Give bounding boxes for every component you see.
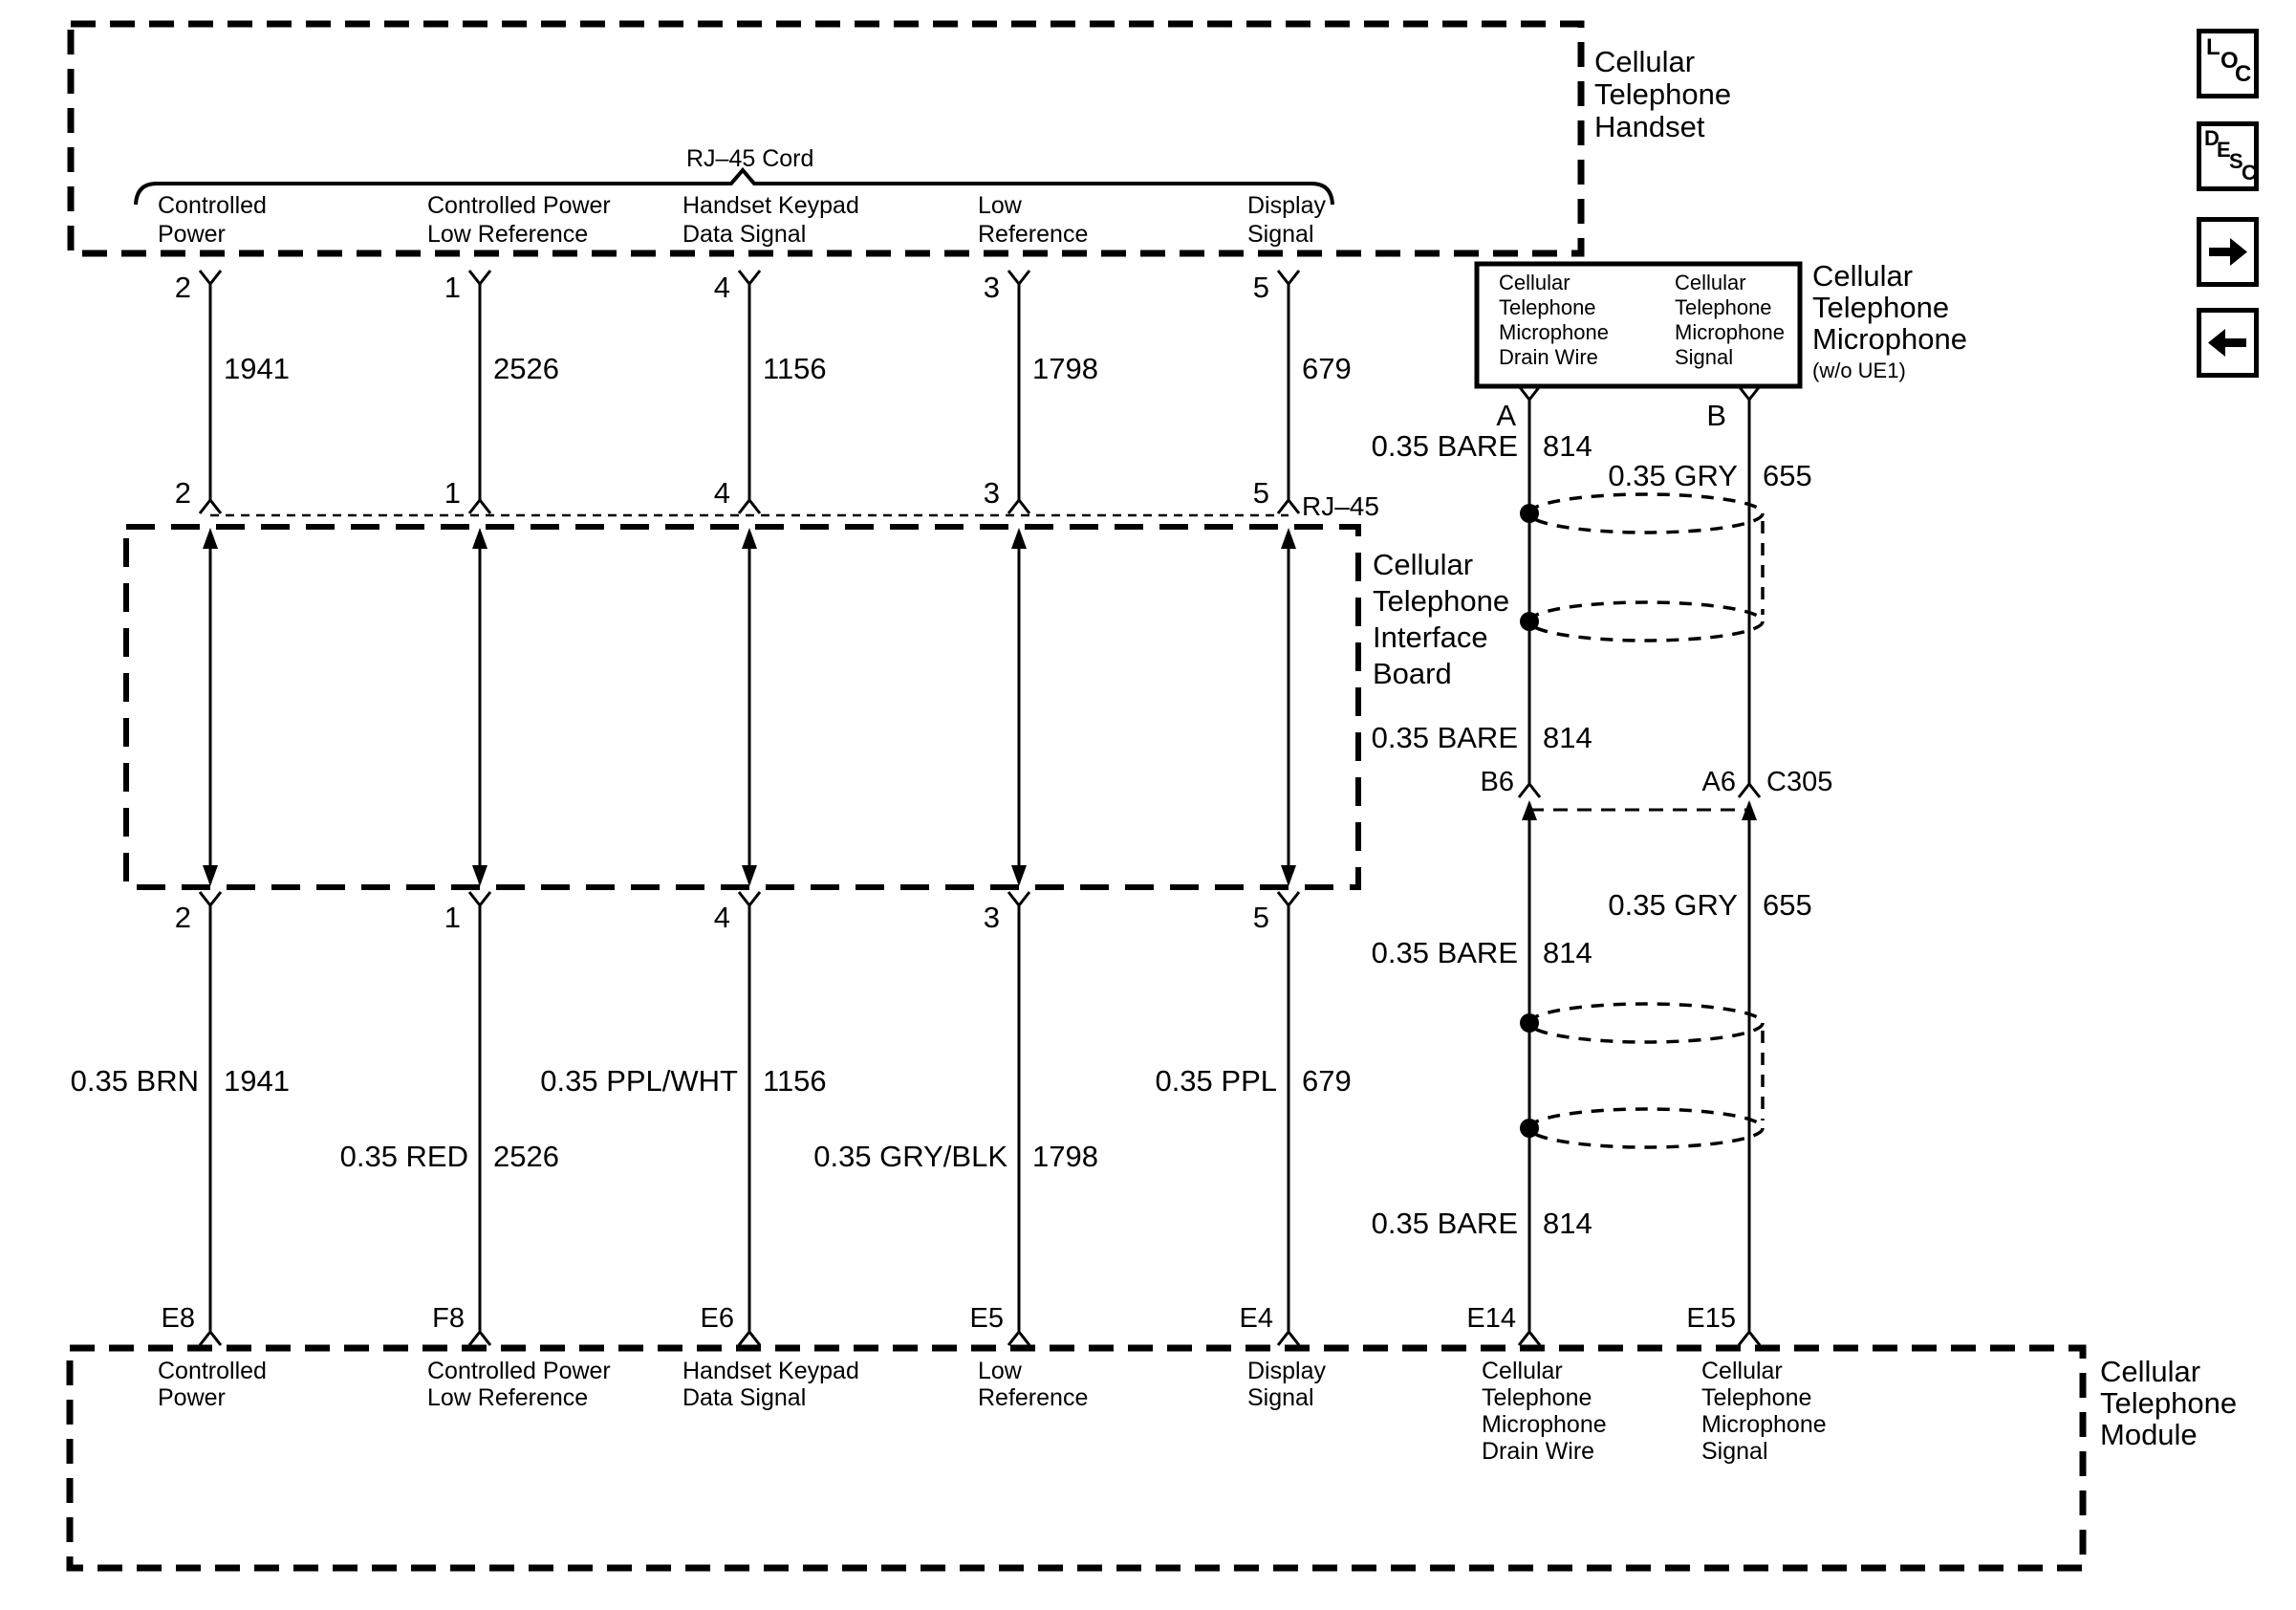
pin-number: 5	[1252, 901, 1269, 934]
rj45-cord-label: RJ–45 Cord	[686, 145, 814, 172]
handset-function-keypad-data: Handset Keypad Data Signal	[682, 192, 859, 248]
module-pin: E8	[161, 1303, 195, 1334]
wire-spec: 0.35 RED	[339, 1140, 468, 1173]
interface-board-title: Cellular Telephone Interface Board	[1373, 548, 1510, 690]
circuit-number: 814	[1543, 429, 1592, 463]
circuit-number: 679	[1302, 352, 1352, 385]
module-function-keypad-data: Handset Keypad Data Signal	[682, 1358, 859, 1411]
pin-number: 1	[444, 271, 461, 304]
desc-letter: D	[2204, 126, 2220, 150]
forward-button[interactable]	[2197, 217, 2259, 287]
circuit-number: 1798	[1032, 1140, 1098, 1173]
circuit-number: 814	[1543, 1207, 1592, 1240]
loc-letter: L	[2206, 34, 2220, 60]
pin-number: 2	[174, 476, 191, 510]
circuit-number: 655	[1763, 459, 1812, 492]
microphone-box-signal-label: Cellular Telephone Microphone Signal	[1675, 271, 1785, 369]
module-function-display-signal: Display Signal	[1247, 1358, 1326, 1411]
circuit-number: 2526	[493, 1140, 559, 1173]
loc-letter: C	[2235, 61, 2252, 87]
pin-number: 3	[983, 901, 1000, 934]
module-pin: F8	[432, 1303, 465, 1334]
pin-number: 5	[1252, 476, 1269, 510]
wire-spec: 0.35 BRN	[70, 1064, 199, 1098]
pin-number: 1	[444, 476, 461, 510]
wire-spec: 0.35 GRY/BLK	[813, 1140, 1007, 1173]
rj45-connector-label: RJ–45	[1302, 491, 1379, 521]
handset-function-controlled-power-low-ref: Controlled Power Low Reference	[427, 192, 611, 248]
pin-letter: B	[1706, 399, 1726, 432]
handset-function-controlled-power: Controlled Power	[158, 192, 267, 248]
wire-spec: 0.35 PPL	[1155, 1064, 1277, 1098]
pin-letter: A	[1496, 399, 1516, 432]
wire-spec: 0.35 BARE	[1371, 936, 1518, 969]
module-function-low-reference: Low Reference	[978, 1358, 1089, 1411]
module-pin: E4	[1239, 1303, 1273, 1334]
microphone-box-drain-label: Cellular Telephone Microphone Drain Wire	[1499, 271, 1609, 369]
pin-number: 2	[174, 271, 191, 304]
pin-number: 3	[983, 476, 1000, 510]
pin-number: 4	[713, 476, 730, 510]
wire-runs	[200, 271, 1299, 1345]
module-title: Cellular Telephone Module	[2100, 1355, 2238, 1451]
connector-name: C305	[1766, 767, 1833, 797]
loc-letter: O	[2220, 48, 2239, 74]
back-button[interactable]	[2197, 308, 2259, 378]
wire-spec: 0.35 GRY	[1608, 459, 1738, 492]
interface-board-box	[126, 527, 1358, 887]
circuit-number: 655	[1763, 888, 1812, 922]
microphone-title: Cellular Telephone Microphone (w/o UE1)	[1812, 260, 1967, 386]
circuit-number: 1156	[763, 1064, 827, 1098]
handset-title: Cellular Telephone Handset	[1594, 45, 1732, 143]
module-function-controlled-power: Controlled Power	[158, 1358, 267, 1411]
wire-spec: 0.35 BARE	[1371, 1207, 1518, 1240]
wire-spec: 0.35 BARE	[1371, 429, 1518, 463]
wire-spec: 0.35 PPL/WHT	[540, 1064, 738, 1098]
pin-number: 5	[1252, 271, 1269, 304]
circuit-number: 679	[1302, 1064, 1352, 1098]
handset-function-display-signal: Display Signal	[1247, 192, 1326, 248]
pin-number: 4	[713, 271, 730, 304]
circuit-number: 1941	[224, 1064, 290, 1098]
pin-number: 2	[174, 901, 191, 934]
microphone-title-note: (w/o UE1)	[1812, 359, 1906, 382]
desc-letter: S	[2229, 149, 2243, 173]
circuit-number: 1941	[224, 352, 290, 385]
module-pin: E5	[969, 1303, 1004, 1334]
circuit-number: 2526	[493, 352, 559, 385]
module-pin: E6	[700, 1303, 734, 1334]
twisted-pair-symbols	[1529, 494, 1763, 1147]
microphone-wire-runs	[1519, 386, 1760, 1345]
wire-spec: 0.35 BARE	[1371, 721, 1518, 754]
arrow-right-icon	[2201, 222, 2254, 282]
circuit-number: 814	[1543, 721, 1592, 754]
desc-letter: E	[2217, 138, 2231, 162]
module-pin: E14	[1466, 1303, 1516, 1334]
module-pin: E15	[1686, 1303, 1736, 1334]
module-function-mic-drain: Cellular Telephone Microphone Drain Wire	[1482, 1358, 1607, 1465]
wire-spec: 0.35 GRY	[1608, 888, 1738, 922]
pin-number: 1	[444, 901, 461, 934]
module-function-mic-signal: Cellular Telephone Microphone Signal	[1701, 1358, 1827, 1465]
pin-number: 3	[983, 271, 1000, 304]
desc-letter: C	[2242, 161, 2257, 185]
circuit-number: 1156	[763, 352, 827, 385]
handset-function-low-reference: Low Reference	[978, 192, 1089, 248]
arrow-left-icon	[2201, 313, 2254, 373]
module-function-controlled-power-low-ref: Controlled Power Low Reference	[427, 1358, 611, 1411]
circuit-number: 1798	[1032, 352, 1098, 385]
connector-pin: A6	[1701, 767, 1736, 797]
pin-number: 4	[713, 901, 730, 934]
desc-button[interactable]	[2197, 121, 2259, 191]
circuit-number: 814	[1543, 936, 1592, 969]
connector-pin: B6	[1480, 767, 1514, 797]
loc-button[interactable]	[2197, 29, 2259, 98]
